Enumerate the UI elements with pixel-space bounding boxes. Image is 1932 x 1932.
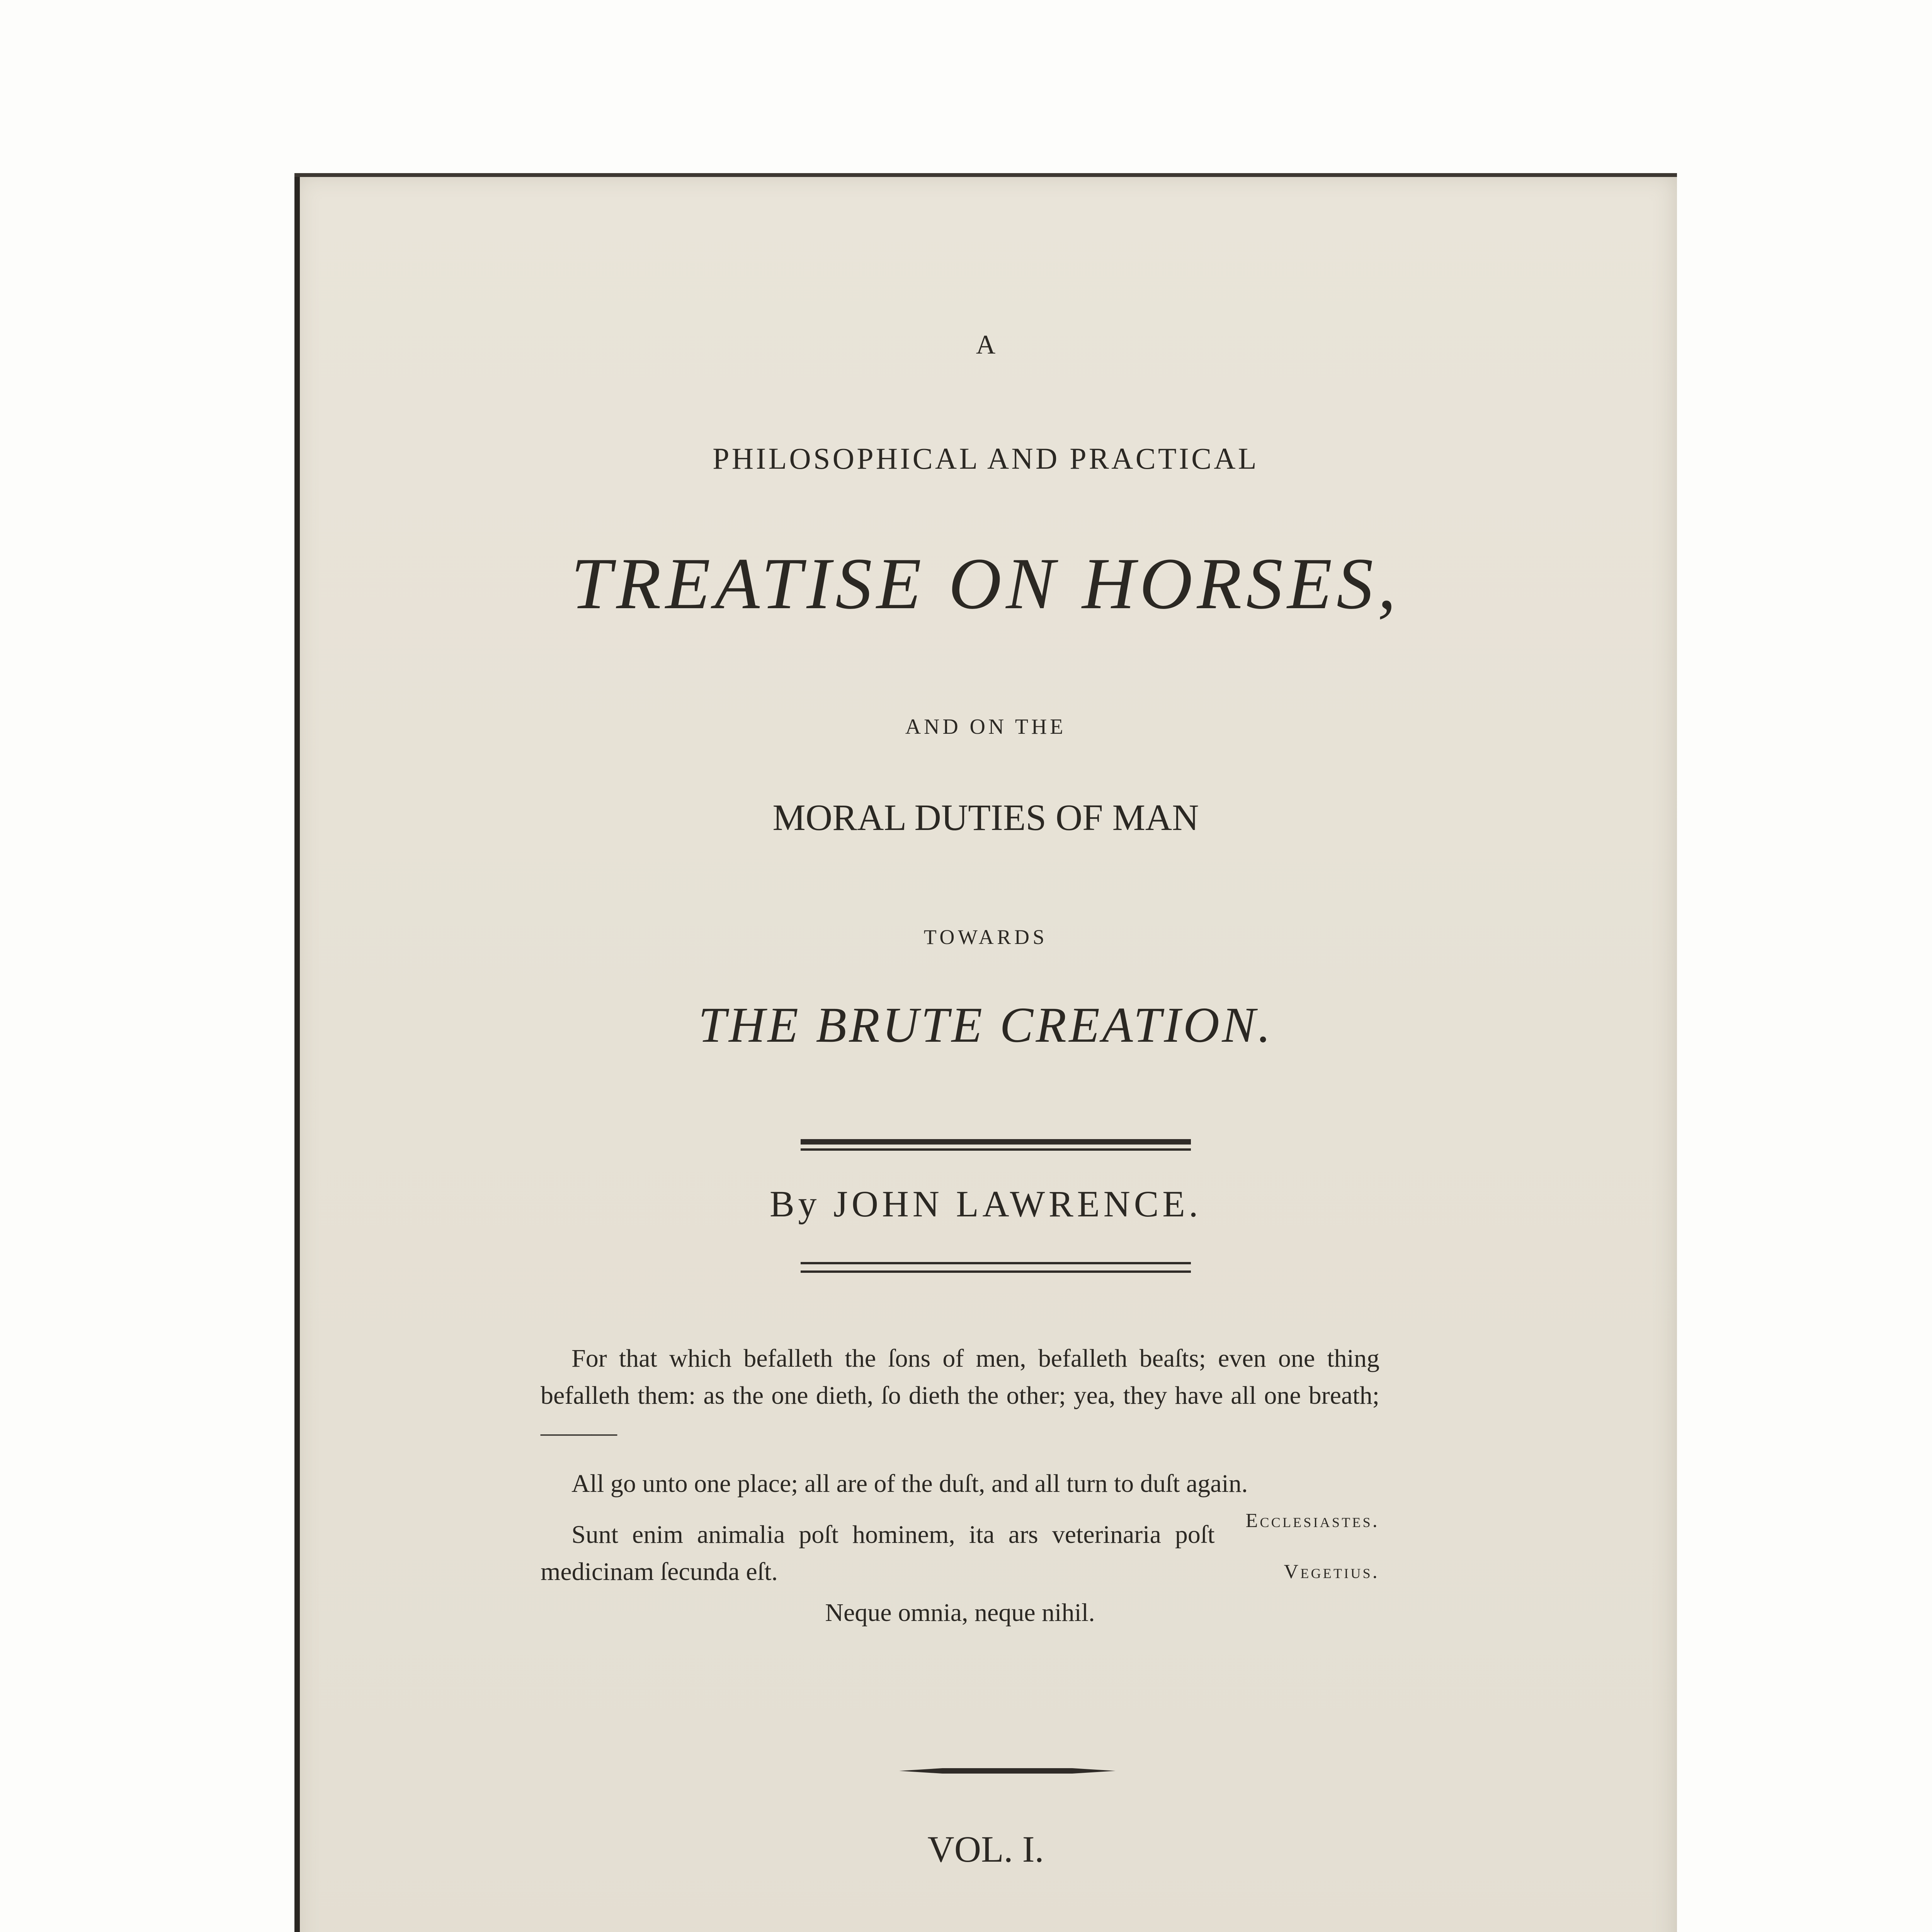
ornament-rule-1 <box>899 1768 1116 1774</box>
epigraph-4: Neque omnia, neque nihil. <box>825 1599 1095 1627</box>
volume-label: VOL. I. <box>927 1828 1044 1870</box>
epigraph-1: For that which befalleth the ſons of men, befalleth beaſts; even one thing befalleth them: as the one dieth, ſo dieth the other; yea, they have all one breath;——— <box>541 1344 1379 1447</box>
rule-above-author <box>801 1139 1191 1145</box>
title-towards: TOWARDS <box>923 925 1048 949</box>
author-line: By JOHN LAWRENCE. <box>769 1183 1202 1225</box>
rule-above-author-thin <box>801 1148 1191 1151</box>
title-brute-creation: THE BRUTE CREATION. <box>698 997 1273 1053</box>
scanned-title-page <box>294 173 1677 1932</box>
epigraphs <box>541 1340 1379 1631</box>
title-main: TREATISE ON HORSES, <box>571 543 1401 624</box>
epigraph-2 <box>541 1465 1379 1532</box>
rule-below-author <box>801 1262 1191 1264</box>
epigraph-3-text: Sunt enim animalia poſt hominem, ita ars veterinaria poſt medicinam ſecunda eſt. <box>541 1520 1215 1586</box>
epigraph-2-attribution: Ecclesiastes. <box>1245 1510 1379 1532</box>
title-subtitle: PHILOSOPHICAL AND PRACTICAL <box>713 442 1259 475</box>
title-and-on-the: AND ON THE <box>905 715 1066 739</box>
title-article: A <box>976 330 996 360</box>
rule-below-author-2 <box>801 1270 1191 1273</box>
epigraph-2-text: All go unto one place; all are of the duſt, and all turn to duſt again. <box>571 1469 1248 1498</box>
epigraph-3-attribution: Vegetius. <box>1284 1561 1379 1583</box>
title-moral-duties: MORAL DUTIES OF MAN <box>772 797 1199 838</box>
